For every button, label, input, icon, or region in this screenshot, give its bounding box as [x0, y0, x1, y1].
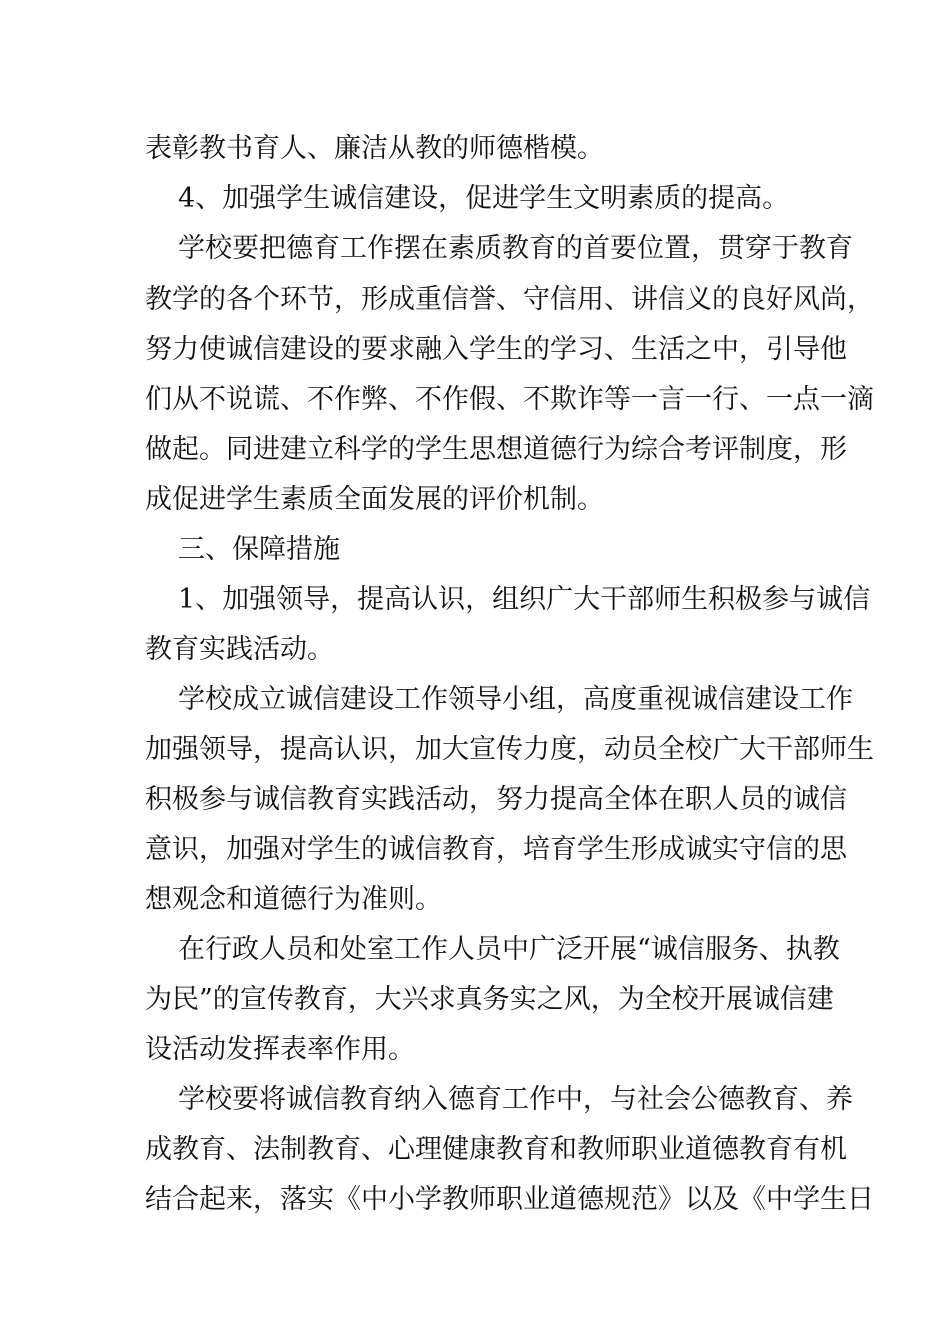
text-line: 积极参与诚信教育实践活动，努力提高全体在职人员的诚信 — [145, 784, 847, 815]
text-line: 学校成立诚信建设工作领导小组，高度重视诚信建设工作 — [178, 684, 853, 715]
text-line: 为民”的宣传教育，大兴求真务实之风，为全校开展诚信建 — [145, 984, 834, 1015]
text-line: 表彰教书育人、廉洁从教的师德楷模。 — [145, 133, 604, 164]
text-line: 做起。同进建立科学的学生思想道德行为综合考评制度，形 — [145, 434, 847, 465]
text-line: 1、加强领导，提高认识，组织广大干部师生积极参与诚信 — [178, 584, 871, 615]
text-line: 结合起来，落实《中小学教师职业道德规范》以及《中学生日 — [145, 1184, 874, 1215]
text-line: 意识，加强对学生的诚信教育，培育学生形成诚实守信的思 — [145, 834, 847, 865]
text-line: 成促进学生素质全面发展的评价机制。 — [145, 484, 604, 515]
text-line: 加强领导，提高认识，加大宣传力度，动员全校广大干部师生 — [145, 734, 874, 765]
text-line: 学校要将诚信教育纳入德育工作中，与社会公德教育、养 — [178, 1084, 853, 1115]
text-line: 学校要把德育工作摆在素质教育的首要位置，贯穿于教育 — [178, 233, 853, 264]
text-line: 想观念和道德行为准则。 — [145, 884, 442, 915]
text-line: 设活动发挥表率作用。 — [145, 1034, 415, 1065]
text-line: 们从不说谎、不作弊、不作假、不欺诈等一言一行、一点一滴 — [145, 384, 874, 415]
text-line: 努力使诚信建设的要求融入学生的学习、生活之中，引导他 — [145, 334, 847, 365]
text-line: 4、加强学生诚信建设，促进学生文明素质的提高。 — [178, 183, 790, 214]
text-line: 在行政人员和处室工作人员中广泛开展“诚信服务、执教 — [178, 934, 840, 965]
section-heading: 三、保障措施 — [178, 534, 340, 565]
text-line: 教育实践活动。 — [145, 634, 334, 665]
text-line: 教学的各个环节，形成重信誉、守信用、讲信义的良好风尚， — [145, 284, 874, 315]
text-line: 成教育、法制教育、心理健康教育和教师职业道德教育有机 — [145, 1134, 847, 1165]
